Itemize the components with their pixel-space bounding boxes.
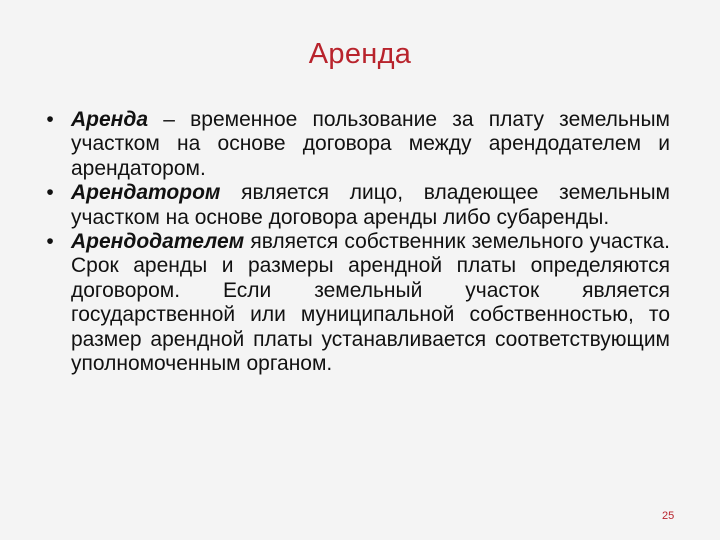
bullet-text: является лицо, владеющее земельным участком на основе договора аренды либо субаренды. [71, 181, 670, 229]
bullet-item-arendator [44, 181, 670, 230]
bullet-term: Арендодателем [71, 230, 245, 254]
bullet-item-arendodatel [44, 230, 670, 376]
bullet-icon: • [46, 108, 54, 131]
bullet-text: – временное пользование за плату земельным участком на основе договора между арендодателем и арендатором. [71, 108, 670, 180]
bullet-term: Аренда [71, 108, 149, 131]
bullet-item-arenda [44, 108, 670, 181]
page-number: 25 [662, 510, 675, 522]
bullet-term: Арендатором [71, 181, 221, 205]
bullet-icon: • [46, 230, 54, 254]
slide-title: Аренда [308, 38, 412, 70]
bullet-icon: • [46, 181, 54, 205]
bullet-text: является собственник земельного участка. Срок аренды и размеры арендной платы определяются договором. Если земельный участок является государственной или муниципальной собственностью, то размер арендной платы устанавливается соответствующим уполномоченным органом. [71, 230, 670, 376]
bullet-list [44, 108, 670, 376]
